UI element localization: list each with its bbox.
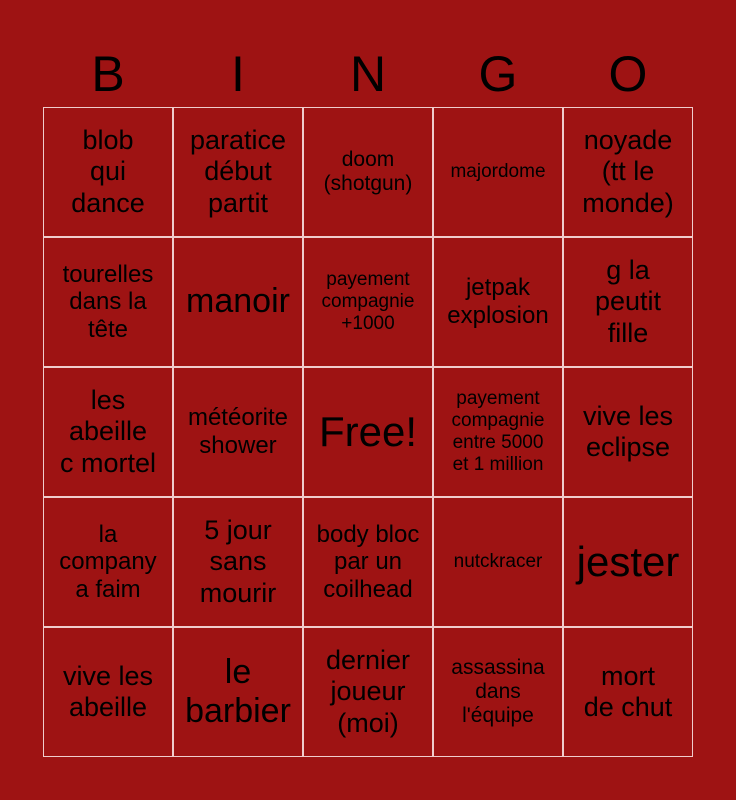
bingo-cell-r1-c3[interactable]: jetpak explosion bbox=[433, 237, 563, 367]
bingo-cell-r0-c0[interactable]: blob qui dance bbox=[43, 107, 173, 237]
bingo-cell-r2-c2-free[interactable]: Free! bbox=[303, 367, 433, 497]
title-letter-n: N bbox=[349, 46, 387, 102]
bingo-cell-r4-c4[interactable]: mort de chut bbox=[563, 627, 693, 757]
title-letter-g: G bbox=[478, 46, 518, 102]
bingo-cell-r1-c4[interactable]: g la peutit fille bbox=[563, 237, 693, 367]
bingo-cell-r3-c4[interactable]: jester bbox=[563, 497, 693, 627]
bingo-title bbox=[43, 40, 693, 108]
title-letter-o: O bbox=[608, 46, 648, 102]
bingo-cell-r4-c0[interactable]: vive les abeille bbox=[43, 627, 173, 757]
bingo-cell-r0-c1[interactable]: paratice début partit bbox=[173, 107, 303, 237]
bingo-cell-r0-c3[interactable]: majordome bbox=[433, 107, 563, 237]
bingo-cell-r4-c1[interactable]: le barbier bbox=[173, 627, 303, 757]
bingo-cell-r2-c1[interactable]: météorite shower bbox=[173, 367, 303, 497]
bingo-cell-r3-c2[interactable]: body bloc par un coilhead bbox=[303, 497, 433, 627]
bingo-cell-r2-c0[interactable]: les abeille c mortel bbox=[43, 367, 173, 497]
bingo-board bbox=[43, 107, 693, 757]
title-letter-i: I bbox=[231, 46, 245, 102]
bingo-cell-r3-c3[interactable]: nutckracer bbox=[433, 497, 563, 627]
bingo-cell-r4-c3[interactable]: assassina dans l'équipe bbox=[433, 627, 563, 757]
title-letter-b: B bbox=[91, 46, 125, 102]
bingo-cell-r3-c0[interactable]: la company a faim bbox=[43, 497, 173, 627]
bingo-cell-r1-c1[interactable]: manoir bbox=[173, 237, 303, 367]
bingo-cell-r0-c2[interactable]: doom (shotgun) bbox=[303, 107, 433, 237]
bingo-cell-r2-c4[interactable]: vive les eclipse bbox=[563, 367, 693, 497]
bingo-cell-r1-c2[interactable]: payement compagnie +1000 bbox=[303, 237, 433, 367]
bingo-cell-r4-c2[interactable]: dernier joueur (moi) bbox=[303, 627, 433, 757]
bingo-cell-r3-c1[interactable]: 5 jour sans mourir bbox=[173, 497, 303, 627]
bingo-cell-r0-c4[interactable]: noyade (tt le monde) bbox=[563, 107, 693, 237]
bingo-cell-r1-c0[interactable]: tourelles dans la tête bbox=[43, 237, 173, 367]
bingo-cell-r2-c3[interactable]: payement compagnie entre 5000 et 1 million bbox=[433, 367, 563, 497]
